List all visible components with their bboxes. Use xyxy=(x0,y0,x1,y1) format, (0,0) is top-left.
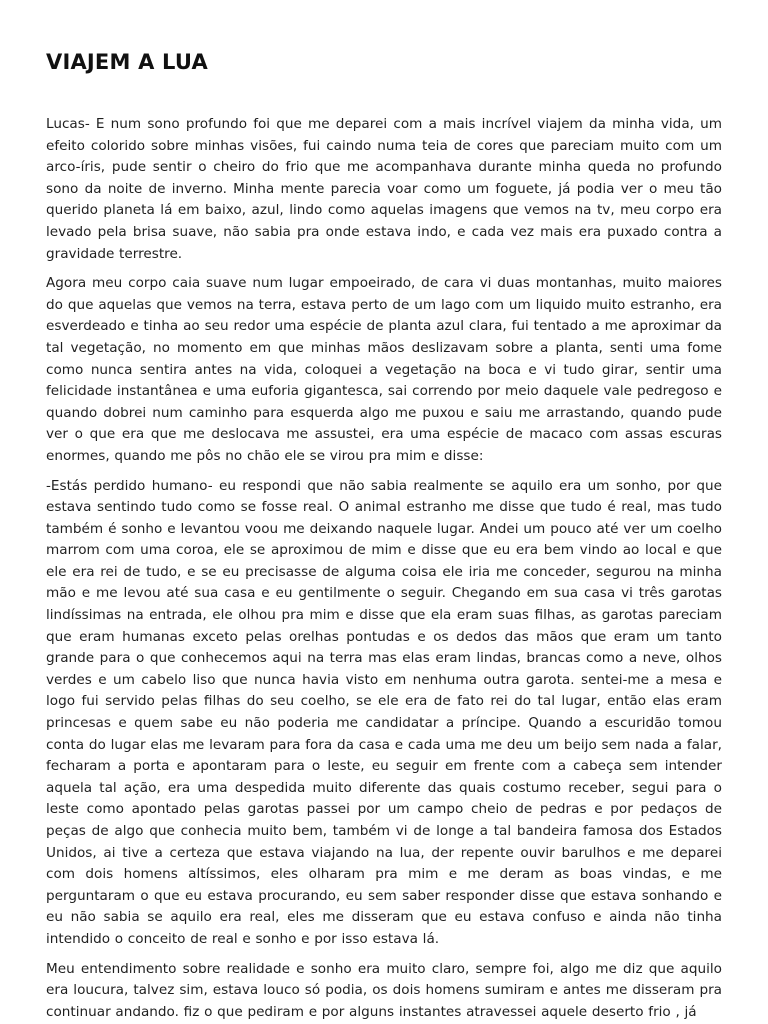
document-title: VIAJEM A LUA xyxy=(46,50,208,74)
paragraph-3: -Estás perdido humano- eu respondi que não sabia realmente se aquilo era um sonho, por que estava sentindo tudo como se fosse real. O animal estranho me disse que tudo é real, mas tudo também é sonho e levantou voou me deixando naquele lugar. Andei um pouco até ver um coelho marrom com uma coroa, ele se aproximou de mim e disse que eu era bem vindo ao local e que ele era rei de tudo, e se eu precisasse de alguma coisa ele iria me conceder, segurou na minha mão e me levou até sua casa e eu gentilmente o seguir. Chegando em sua casa vi três garotas lindíssimas na entrada, ele olhou pra mim e disse que ela eram suas filhas, as garotas pareciam que eram humanas exceto pelas orelhas pontudas e os dedos das mãos que eram um tanto grande para o que conhecemos aqui na terra mas elas eram lindas, brancas como a neve, olhos verdes e um cabelo liso que nunca havia visto em nenhuma outra garota. sentei-me a mesa e logo fui servido pelas filhas do seu coelho, se ele era de fato rei do tal lugar, então elas eram princesas e quem sabe eu não poderia me candidatar a príncipe. Quando a escuridão tomou conta do lugar elas me levaram para fora da casa e cada uma me deu um beijo sem nada a falar, fecharam a porta e apontaram para o leste, eu seguir em frente com a cabeça sem intender aquela tal ação, era uma despedida muito diferente das quais costumo receber, segui para o leste como apontado pelas garotas passei por um campo cheio de pedras e por pedaços de peças de algo que conhecia muito bem, também vi de longe a tal bandeira famosa dos Estados Unidos, ai tive a certeza que estava viajando na lua, der repente ouvir barulhos e me deparei com dois homens altíssimos, eles olharam pra mim e me deram as boas vindas, e me perguntaram o que eu estava procurando, eu sem saber responder disse que estava sonhando e eu não sabia se aquilo era real, eles me disseram que eu estava confuso e ainda não tinha intendido o conceito de real e sonho e por isso estava lá. xyxy=(46,477,722,947)
paragraph-1: Lucas- E num sono profundo foi que me deparei com a mais incrível viajem da minha vida, um efeito colorido sobre minhas visões, fui caindo numa teia de cores que pareciam muito com um arco-íris, pude sentir o cheiro do frio que me acompanhava durante minha queda no profundo sono da noite de inverno. Minha mente parecia voar como um foguete, já podia ver o meu tão querido planeta lá em baixo, azul, lindo como aquelas imagens que vemos na tv, meu corpo era levado pela brisa suave, não sabia pra onde estava indo, e cada vez mais era puxado contra a gravidade terrestre. xyxy=(46,116,722,262)
paragraph-2: Agora meu corpo caia suave num lugar empoeirado, de cara vi duas montanhas, muito maiores do que aquelas que vemos na terra, estava perto de um lago com um liquido muito estranho, era esverdeado e tinha ao seu redor uma espécie de planta azul clara, fui tentado a me aproximar da tal vegetação, no momento em que minhas mãos deslizavam sobre a planta, senti uma fome como nunca sentira antes na vida, coloquei a vegetação na boca e vi tudo girar, sentir uma felicidade instantânea e uma euforia gigantesca, sai correndo por meio daquele vale pedregoso e quando dobrei num caminho para esquerda algo me puxou e saiu me arrastando, quando pude ver o que era que me deslocava me assustei, era uma espécie de macaco com assas escuras enormes, quando me pôs no chão ele se virou pra mim e disse: xyxy=(46,275,722,464)
paragraph-4: Meu entendimento sobre realidade e sonho era muito claro, sempre foi, algo me diz que aquilo era loucura, talvez sim, estava louco só podia, os dois homens sumiram e antes me disseram pra continuar andando. fiz o que pediram e por alguns instantes atravessei aquele deserto frio , já xyxy=(46,960,722,1020)
